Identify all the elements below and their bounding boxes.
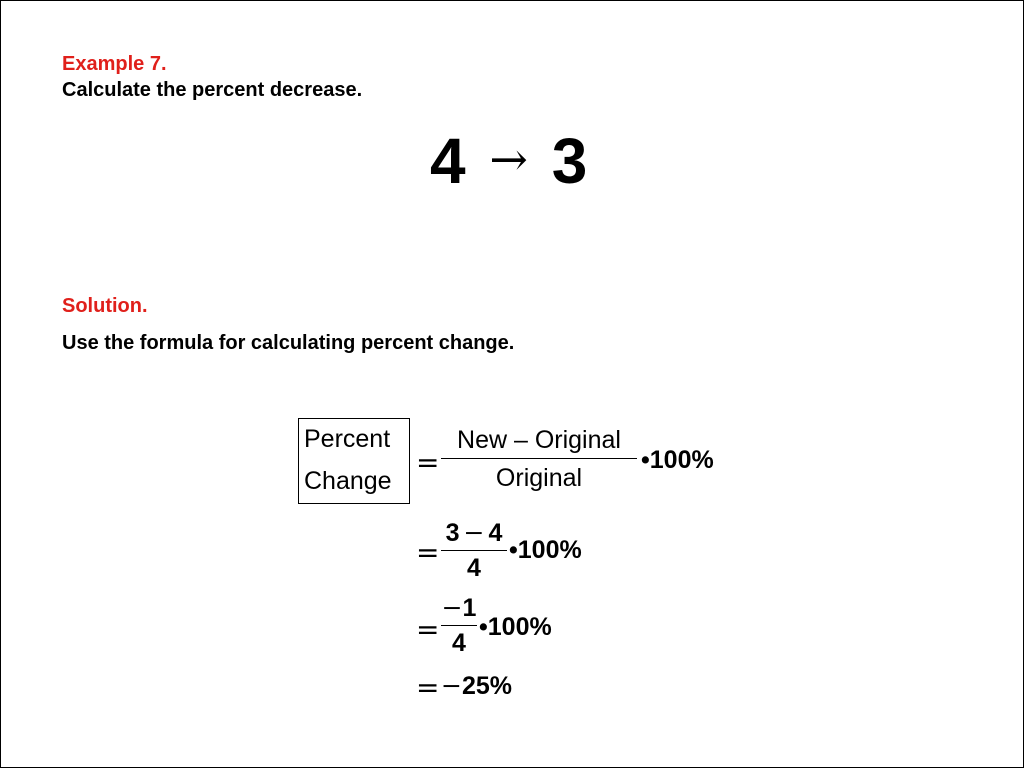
step1-equals: = bbox=[416, 536, 440, 569]
step1-hundred-percent: 100% bbox=[517, 536, 582, 564]
step1-fraction bbox=[441, 518, 507, 583]
percent-change-line2: Change bbox=[304, 467, 392, 495]
solution-text: Use the formula for calculating percent change. bbox=[62, 332, 515, 354]
step2-hundred-percent: 100% bbox=[487, 613, 552, 641]
step1-numerator: 3 − 4 bbox=[445, 518, 503, 547]
step2-denominator: 4 bbox=[452, 629, 466, 657]
formula-numerator: New – Original bbox=[457, 426, 621, 454]
step3-equals: = bbox=[416, 671, 440, 704]
solution-label: Solution. bbox=[62, 295, 148, 317]
step2-multiplier bbox=[479, 613, 552, 642]
fraction-bar bbox=[441, 550, 507, 551]
example-label: Example 7. bbox=[62, 53, 167, 75]
multiply-dot-icon: • bbox=[509, 536, 518, 564]
multiply-dot-icon: • bbox=[479, 613, 488, 641]
problem-from: 4 bbox=[430, 125, 466, 197]
arrow-icon: → bbox=[489, 132, 528, 186]
step3-result bbox=[441, 671, 512, 701]
step2-equals: = bbox=[416, 613, 440, 646]
formula-denominator: Original bbox=[495, 464, 583, 492]
formula-fraction bbox=[441, 426, 637, 493]
problem-expression bbox=[430, 122, 587, 198]
formula-hundred-percent: 100% bbox=[649, 446, 714, 474]
step2-fraction bbox=[441, 593, 477, 658]
fraction-bar bbox=[441, 458, 637, 459]
percent-change-line1: Percent bbox=[304, 425, 391, 453]
formula-equals: = bbox=[416, 446, 440, 479]
fraction-bar bbox=[441, 625, 477, 626]
multiply-dot-icon: • bbox=[641, 446, 650, 474]
step2-numerator: −1 bbox=[441, 593, 477, 622]
instruction-text: Calculate the percent decrease. bbox=[62, 79, 363, 101]
formula-multiplier bbox=[641, 446, 714, 475]
result-value: 25% bbox=[461, 672, 512, 700]
problem-to: 3 bbox=[551, 125, 588, 197]
step1-multiplier bbox=[509, 536, 582, 565]
step1-denominator: 4 bbox=[467, 554, 481, 582]
minus-sign: − bbox=[441, 671, 462, 700]
